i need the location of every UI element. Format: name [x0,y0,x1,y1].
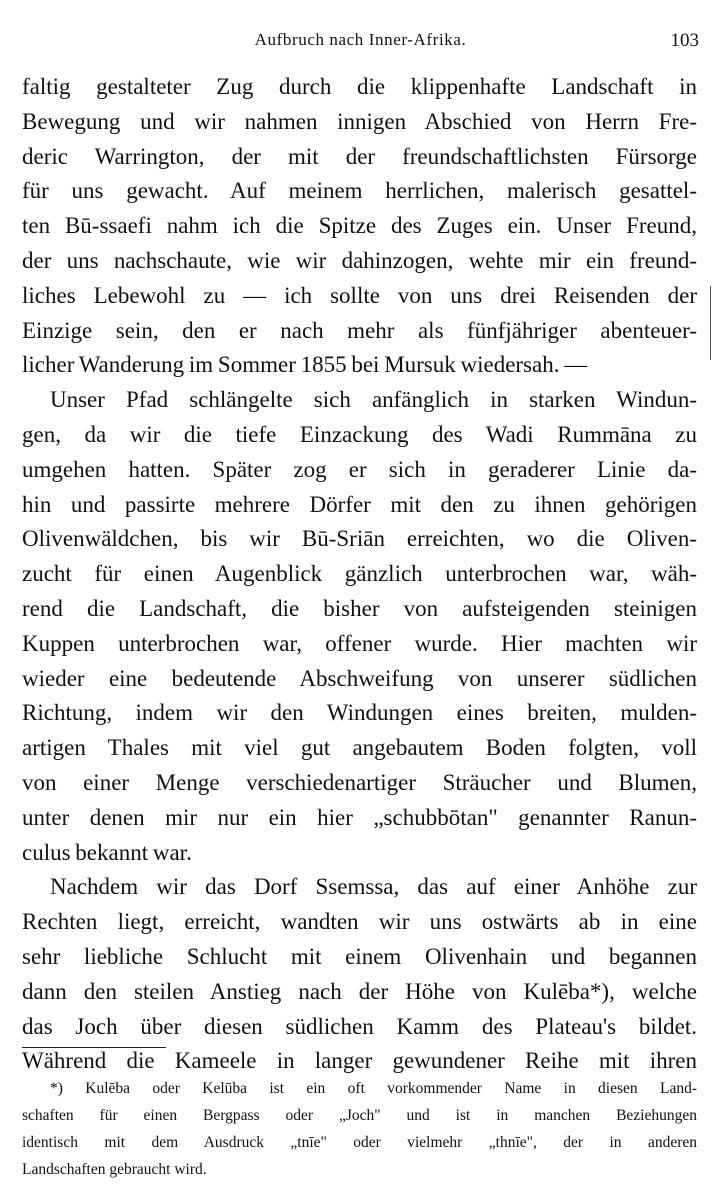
running-title: Aufbruch nach Inner-Afrika. [254,30,467,49]
footnote-line: schaften für einen Bergpass oder „Joch" und ist in manchen Beziehungen [22,1107,697,1124]
text-line: culus bekannt war. [22,839,192,865]
margin-mark [708,286,711,360]
text-line: wieder eine bedeutende Abschweifung von unserer südlichen [22,665,697,691]
text-line: Kuppen unterbrochen war, offener wurde. Hier machten wir [22,630,697,656]
text-line: Richtung, indem wir den Windungen eines breiten, mulden- [22,700,697,726]
text-line: von einer Menge verschiedenartiger Sträucher und Blumen, [22,769,697,795]
text-line: artigen Thales mit viel gut angebautem Boden folgten, voll [22,735,697,761]
paragraph-start-line: Nachdem wir das Dorf Ssemssa, das auf einer Anhöhe zur [50,874,697,900]
text-line: für uns gewacht. Auf meinem herrlichen, malerisch gesattel- [22,178,697,204]
text-line: licher Wanderung im Sommer 1855 bei Mursuk wiedersah. — [22,352,588,378]
footnote [22,1075,697,1183]
footnote-line: Landschaften gebraucht wird. [22,1161,207,1178]
text-line: deric Warrington, der mit der freundschaftlichsten Fürsorge [22,143,697,169]
text-line: faltig gestalteter Zug durch die klippenhafte Landschaft in [22,74,697,99]
text-line: der uns nachschaute, wie wir dahinzogen, wehte mir ein freund- [22,247,697,273]
text-line: rend die Landschaft, die bisher von aufsteigenden steinigen [22,595,697,621]
text-line: unter denen mir nur ein hier „schubbōtan" genannter Ranun- [22,804,697,830]
footnote-line: *) Kulēba oder Kelūba ist ein oft vorkommender Name in diesen Land- [50,1080,697,1097]
text-line: Rechten liegt, erreicht, wandten wir uns ostwärts ab in eine [22,909,697,935]
text-line: Während die Kameele in langer gewundener Reihe mit ihren [22,1048,697,1074]
text-line: Bewegung und wir nahmen innigen Abschied von Herrn Fre- [22,108,697,134]
text-line: das Joch über diesen südlichen Kamm des Plateau's bildet. [22,1013,697,1039]
text-line: umgehen hatten. Später zog er sich in geraderer Linie da- [22,456,697,482]
text-line: Olivenwäldchen, bis wir Bū-Sriān erreichten, wo die Oliven- [22,526,697,552]
text-line: gen, da wir die tiefe Einzackung des Wadi Rummāna zu [22,421,697,447]
footnote-rule [22,1047,166,1048]
text-line: liches Lebewohl zu — ich sollte von uns drei Reisenden der [22,282,697,308]
text-line: dann den steilen Anstieg nach der Höhe von Kulēba*), welche [22,978,697,1004]
text-line: sehr liebliche Schlucht mit einem Olivenhain und begannen [22,943,697,969]
page-number: 103 [670,30,699,51]
page-header [0,30,721,58]
footnote-line: identisch mit dem Ausdruck „tnīe" oder vielmehr „thnīe", der in anderen [22,1134,697,1151]
body-text [22,70,697,1079]
text-line: hin und passirte mehrere Dörfer mit den zu ihnen gehörigen [22,491,697,517]
text-line: Einzige sein, den er nach mehr als fünfjähriger abenteuer- [22,317,697,343]
paragraph-start-line: Unser Pfad schlängelte sich anfänglich in starken Windun- [50,387,697,413]
text-line: zucht für einen Augenblick gänzlich unterbrochen war, wäh- [22,561,697,587]
text-line: ten Bū-ssaefi nahm ich die Spitze des Zuges ein. Unser Freund, [22,213,697,239]
